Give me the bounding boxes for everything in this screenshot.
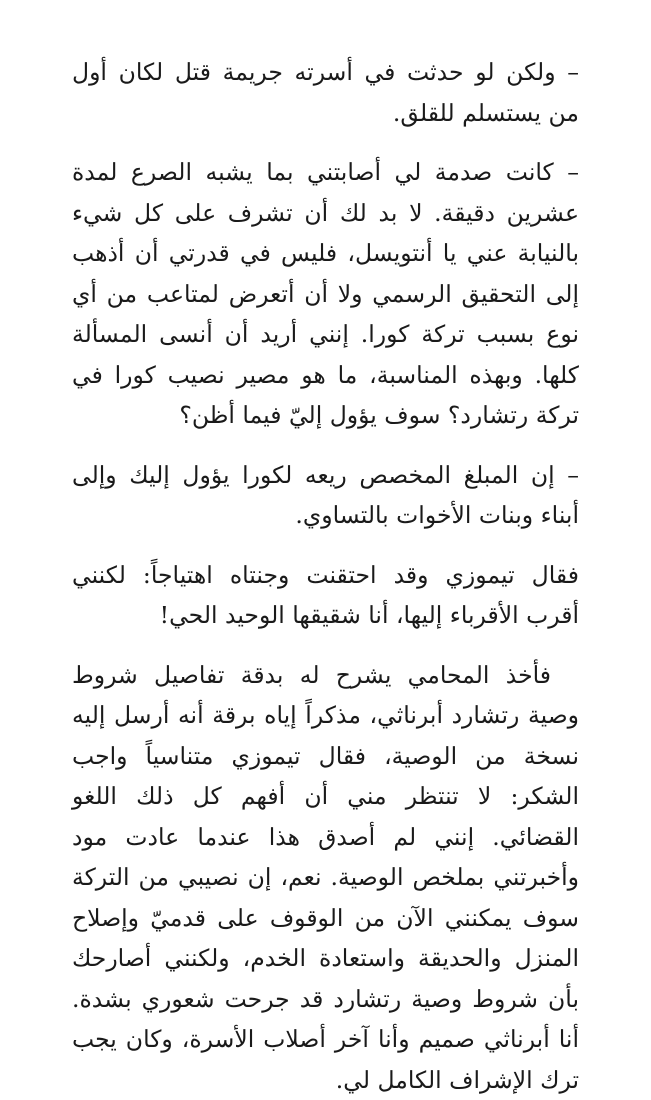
paragraph-1: – ولكن لو حدثت في أسرته جريمة قتل لكان أول من يستسلم للقلق.: [72, 52, 579, 133]
paragraph-2: – كانت صدمة لي أصابتني بما يشبه الصرع لمدة عشرين دقيقة. لا بد لك أن تشرف على كل شيء بالنيابة عني يا أنتويسل، فليس في قدرتي أن أذهب إلى التحقيق الرسمي ولا أن أتعرض لمتاعب من أي نوع بسبب تركة كورا. إنني أريد أن أنسى المسألة كلها. وبهذه المناسبة، ما هو مصير نصيب كورا في تركة رتشارد؟ سوف يؤول إليّ فيما أظن؟: [72, 152, 579, 436]
paragraph-4: فقال تيموزي وقد احتقنت وجنتاه اهتياجاً: لكنني أقرب الأقرباء إليها، أنا شقيقها الوحيد الحي!: [72, 555, 579, 636]
paragraph-3: – إن المبلغ المخصص ريعه لكورا يؤول إليك وإلى أبناء وبنات الأخوات بالتساوي.: [72, 455, 579, 536]
paragraph-5: فأخذ المحامي يشرح له بدقة تفاصيل شروط وصية رتشارد أبرناثي، مذكراً إياه برقة أنه أرسل إليه نسخة من الوصية، فقال تيموزي متناسياً واجب الشكر: لا تنتظر مني أن أفهم كل ذلك اللغو القضائي. إنني لم أصدق هذا عندما عادت مود وأخبرتني بملخص الوصية. نعم، إن نصيبي من التركة سوف يمكنني الآن من الوقوف على قدميّ وإصلاح المنزل والحديقة واستعادة الخدم، ولكنني أصارحك بأن شروط وصية رتشارد قد جرحت شعوري بشدة. أنا أبرناثي صميم وأنا آخر أصلاب الأسرة، وكان يجب ترك الإشراف الكامل لي.: [72, 655, 579, 1100]
